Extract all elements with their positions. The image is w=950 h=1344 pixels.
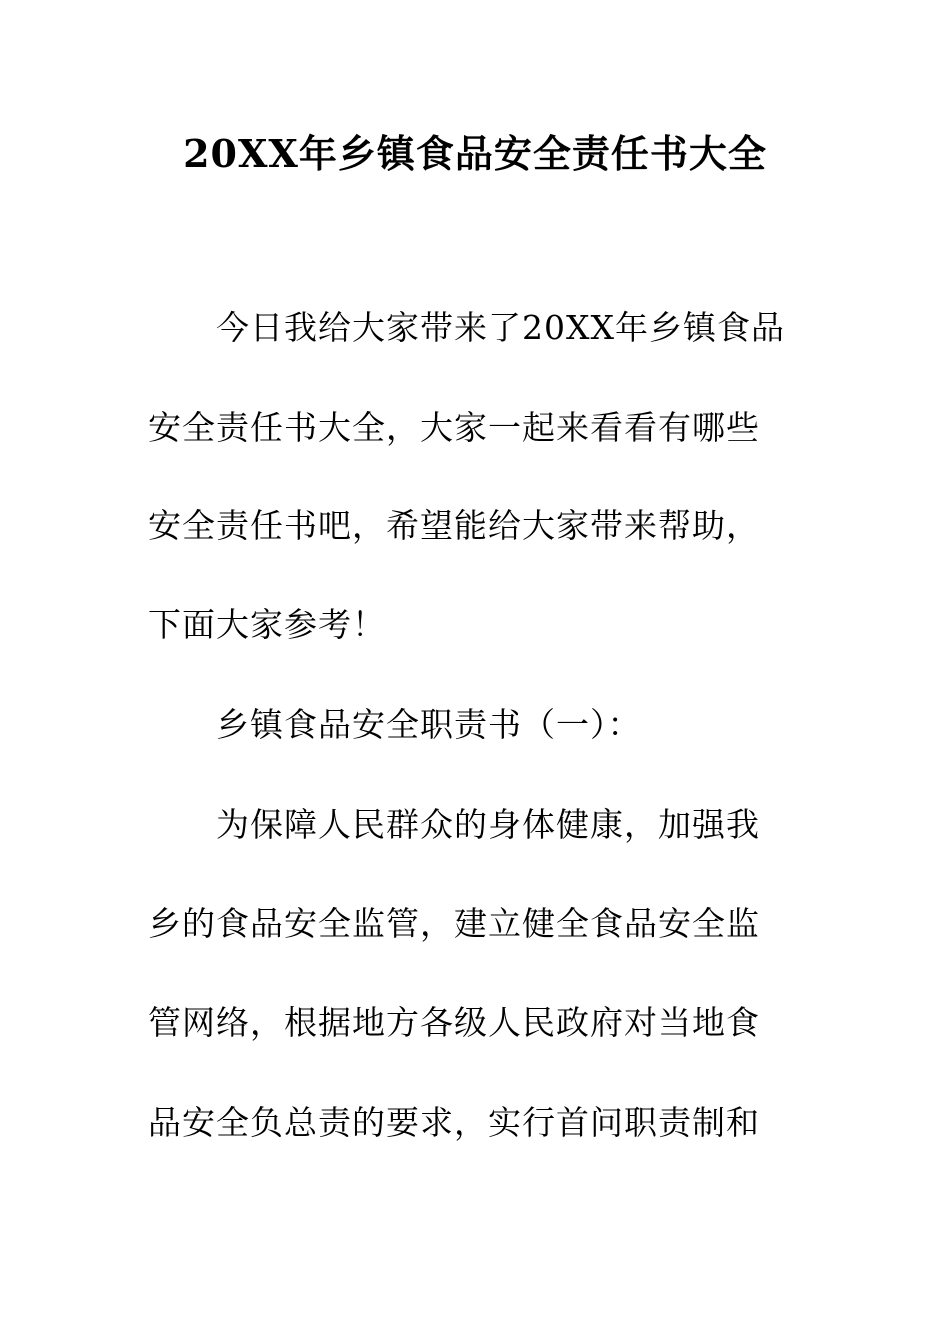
section-heading: 乡镇食品安全职责书（一）： (216, 705, 642, 744)
intro-line-4: 下面大家参考！ (148, 605, 386, 644)
body-line-4: 品安全负总责的要求，实行首问职责制和 (148, 1103, 760, 1142)
body-line-3: 管网络，根据地方各级人民政府对当地食 (148, 1003, 760, 1042)
intro-line-1: 今日我给大家带来了20XX年乡镇食品 (216, 308, 785, 347)
document-title: 20XX年乡镇食品安全责任书大全 (183, 131, 767, 176)
intro-line-2: 安全责任书大全，大家一起来看看有哪些 (148, 408, 760, 447)
body-line-1: 为保障人民群众的身体健康，加强我 (216, 805, 760, 844)
body-line-2: 乡的食品安全监管，建立健全食品安全监 (148, 904, 760, 943)
intro-line-3: 安全责任书吧，希望能给大家带来帮助， (148, 506, 760, 545)
